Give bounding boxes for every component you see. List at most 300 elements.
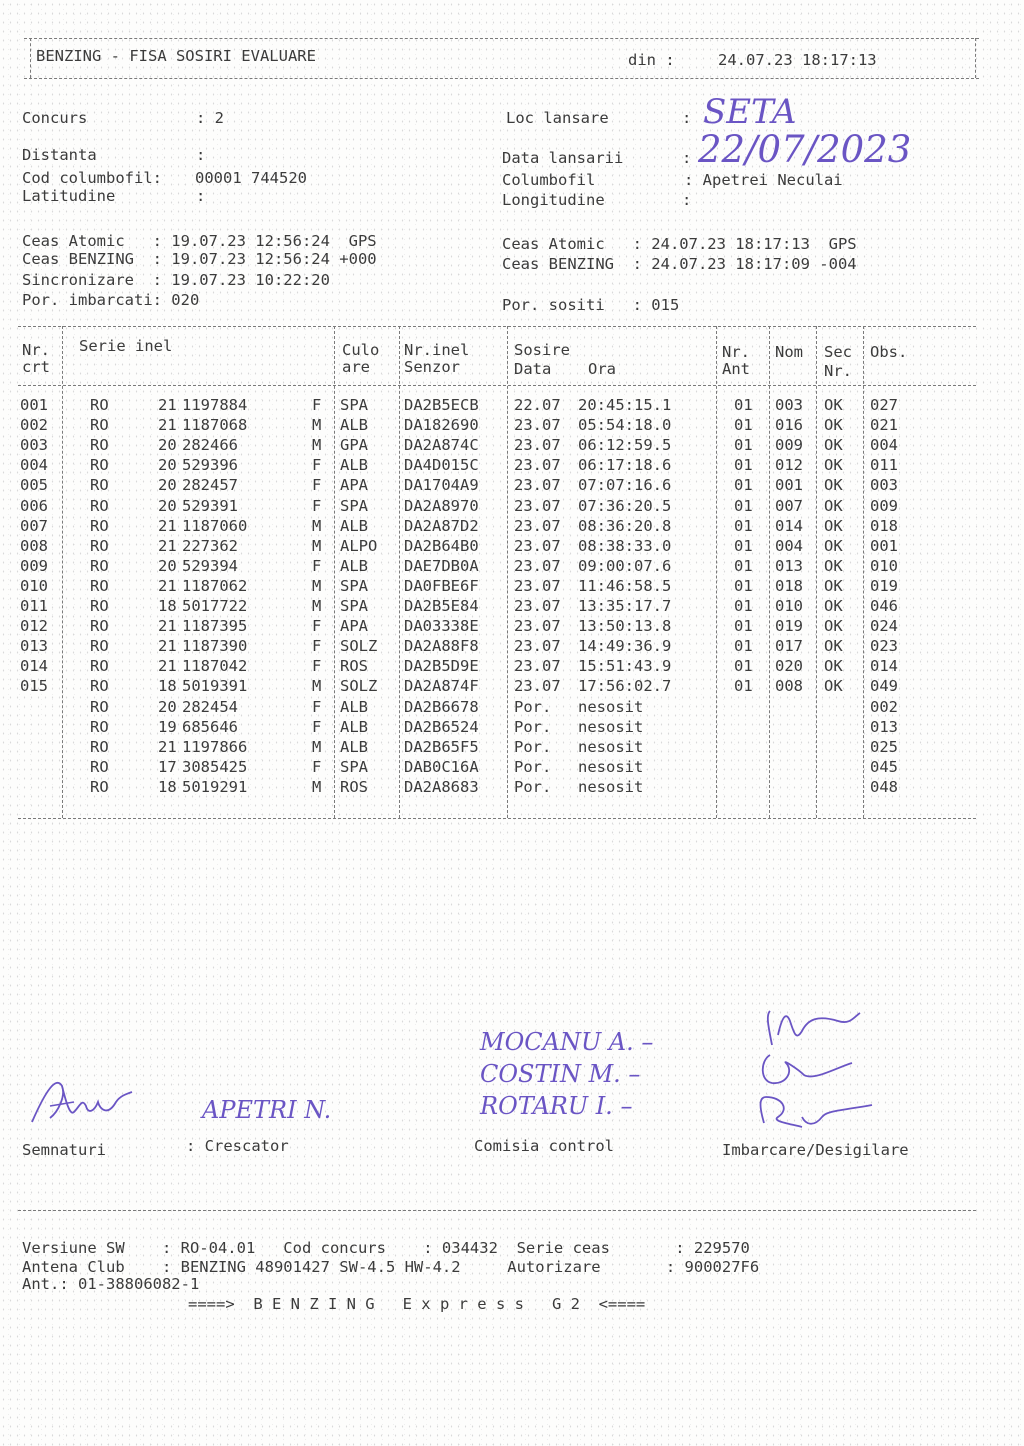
header-ora: Ora <box>588 360 616 378</box>
handwritten-signature-semnaturi <box>28 1072 138 1132</box>
row-ant: 01 <box>734 496 753 515</box>
row-nr: 004 <box>20 456 48 475</box>
row-senzor: DA2B5D9E <box>404 657 479 676</box>
row-tara: RO <box>90 677 109 696</box>
row-inel: 1187395 <box>182 617 248 636</box>
header-culoare-2: are <box>342 358 370 376</box>
row-tara: RO <box>90 597 109 615</box>
row-an: 20 <box>158 496 177 515</box>
table-row <box>0 496 1024 516</box>
row-an: 21 <box>158 396 177 414</box>
table-row <box>0 576 1024 596</box>
row-inel: 1187060 <box>182 516 248 535</box>
row-senzor: DA182690 <box>404 416 479 435</box>
table-row <box>0 475 1024 495</box>
row-sex: M <box>312 536 322 555</box>
row-tara: RO <box>90 657 109 676</box>
row-culoare: SPA <box>340 396 368 414</box>
header-nom: Nom <box>775 343 803 361</box>
row-ant: 01 <box>734 536 753 555</box>
row-an: 18 <box>158 777 177 796</box>
row-sec: OK <box>824 597 843 615</box>
footer-line-1: Versiune SW : RO-04.01 Cod concurs : 034432 Serie ceas : 229570 <box>22 1239 750 1257</box>
row-tara: RO <box>90 757 109 776</box>
row-sec: OK <box>824 637 843 656</box>
row-senzor: DA2A88F8 <box>404 637 479 656</box>
row-nr: 014 <box>20 657 48 676</box>
footer-line-3: Ant.: 01-38806082-1 <box>22 1275 200 1293</box>
row-ant: 01 <box>734 617 753 636</box>
table-row <box>0 636 1024 656</box>
data-lansarii-colon: : <box>682 149 692 167</box>
row-sex: M <box>312 416 322 435</box>
row-inel: 1187390 <box>182 637 248 656</box>
concurs-value: : 2 <box>196 109 224 127</box>
row-data: 23.07 <box>514 456 561 475</box>
header-crt: crt <box>22 358 50 376</box>
concurs-label: Concurs <box>22 109 88 127</box>
row-culoare: ALB <box>340 456 368 475</box>
row-inel: 282466 <box>182 436 238 455</box>
row-sex: M <box>312 677 322 696</box>
row-ora: 17:56:02.7 <box>578 677 672 696</box>
row-tara: RO <box>90 637 109 656</box>
row-nom: 016 <box>775 416 803 435</box>
row-an: 19 <box>158 717 177 736</box>
por-sositi: Por. sositi : 015 <box>502 296 680 314</box>
header-sosire: Sosire <box>514 341 570 359</box>
row-nom: 013 <box>775 556 803 575</box>
row-tara: RO <box>90 777 109 796</box>
row-culoare: ALPO <box>340 536 378 555</box>
row-an: 21 <box>158 657 177 676</box>
row-inel: 1197866 <box>182 737 248 756</box>
distanta-value: : <box>196 146 206 164</box>
row-inel: 5019291 <box>182 777 248 796</box>
row-inel: 1187042 <box>182 657 248 676</box>
row-inel: 282457 <box>182 476 238 495</box>
header-bottom-rule <box>24 78 979 79</box>
row-ant: 01 <box>734 516 753 535</box>
row-inel: 3085425 <box>182 757 248 776</box>
row-senzor: DA0FBE6F <box>404 576 479 595</box>
header-obs: Obs. <box>870 343 908 361</box>
row-sex: F <box>312 657 322 676</box>
row-tara: RO <box>90 617 109 636</box>
header-sec-2: Nr. <box>824 362 852 380</box>
row-nr: 015 <box>20 677 48 696</box>
row-ora: 13:35:17.7 <box>578 597 672 615</box>
row-sex: F <box>312 456 322 475</box>
columbofil-label: Columbofil <box>502 171 596 189</box>
table-row <box>0 676 1024 696</box>
sincronizare: Sincronizare : 19.07.23 10:22:20 <box>22 271 330 289</box>
row-senzor: DA2B65F5 <box>404 737 479 756</box>
row-nr: 011 <box>20 597 48 615</box>
row-tara: RO <box>90 737 109 756</box>
row-obs: 018 <box>870 516 898 535</box>
row-tara: RO <box>90 476 109 495</box>
row-sex: F <box>312 717 322 736</box>
row-culoare: ALB <box>340 737 368 756</box>
row-tara: RO <box>90 556 109 575</box>
footer-line-2: Antena Club : BENZING 48901427 SW-4.5 HW-4.2 Autorizare : 900027F6 <box>22 1258 760 1276</box>
comisia-label: Comisia control <box>474 1137 614 1155</box>
row-tara: RO <box>90 516 109 535</box>
row-ora: nesosit <box>578 757 644 776</box>
row-sex: M <box>312 777 322 796</box>
row-obs: 046 <box>870 597 898 615</box>
row-obs: 027 <box>870 396 898 414</box>
row-nr: 010 <box>20 576 48 595</box>
row-ant: 01 <box>734 576 753 595</box>
row-obs: 019 <box>870 576 898 595</box>
table-row <box>0 395 1024 415</box>
row-ora: nesosit <box>578 717 644 736</box>
row-obs: 001 <box>870 536 898 555</box>
row-obs: 023 <box>870 637 898 656</box>
row-culoare: ALB <box>340 416 368 435</box>
row-obs: 009 <box>870 496 898 515</box>
row-ant: 01 <box>734 597 753 615</box>
row-ora: 06:17:18.6 <box>578 456 672 475</box>
row-obs: 004 <box>870 436 898 455</box>
table-row <box>0 616 1024 636</box>
row-obs: 003 <box>870 476 898 495</box>
header-inel-2: Senzor <box>404 358 460 376</box>
row-nom: 020 <box>775 657 803 676</box>
row-senzor: DA4D015C <box>404 456 479 475</box>
row-data: 23.07 <box>514 536 561 555</box>
row-an: 21 <box>158 416 177 435</box>
footer-rule <box>18 1210 976 1211</box>
row-ant: 01 <box>734 436 753 455</box>
comisia-name-3: ROTARU I. – <box>480 1092 633 1120</box>
row-sec: OK <box>824 576 843 595</box>
row-ant: 01 <box>734 476 753 495</box>
row-ora: 08:36:20.8 <box>578 516 672 535</box>
row-culoare: ALB <box>340 516 368 535</box>
row-culoare: SPA <box>340 496 368 515</box>
row-senzor: DAE7DB0A <box>404 556 479 575</box>
row-inel: 282454 <box>182 697 238 716</box>
row-sex: M <box>312 597 322 615</box>
row-nr: 007 <box>20 516 48 535</box>
row-nom: 019 <box>775 617 803 636</box>
row-obs: 045 <box>870 757 898 776</box>
row-an: 21 <box>158 637 177 656</box>
row-ora: nesosit <box>578 737 644 756</box>
row-nom: 018 <box>775 576 803 595</box>
row-nr: 002 <box>20 416 48 435</box>
row-ant: 01 <box>734 396 753 414</box>
row-data: 23.07 <box>514 637 561 656</box>
header-left-rule <box>30 38 31 78</box>
table-row <box>0 737 1024 757</box>
row-sex: F <box>312 697 322 716</box>
row-ora: 06:12:59.5 <box>578 436 672 455</box>
row-data: 23.07 <box>514 436 561 455</box>
row-nom: 003 <box>775 396 803 414</box>
row-obs: 021 <box>870 416 898 435</box>
distanta-label: Distanta <box>22 146 97 164</box>
row-data: 23.07 <box>514 556 561 575</box>
row-data: 23.07 <box>514 617 561 636</box>
row-sec: OK <box>824 476 843 495</box>
row-ora: 20:45:15.1 <box>578 396 672 414</box>
header-nr: Nr. <box>22 341 50 359</box>
loc-colon: : <box>682 109 692 127</box>
row-ant: 01 <box>734 657 753 676</box>
table-row <box>0 656 1024 676</box>
row-inel: 529391 <box>182 496 238 515</box>
table-top-rule <box>18 326 976 327</box>
row-data: Por. <box>514 757 552 776</box>
longitudine-value: : <box>682 191 692 209</box>
row-sec: OK <box>824 677 843 696</box>
row-data: 23.07 <box>514 657 561 676</box>
row-sec: OK <box>824 396 843 414</box>
row-inel: 529396 <box>182 456 238 475</box>
row-an: 21 <box>158 617 177 636</box>
row-nr: 008 <box>20 536 48 555</box>
header-culoare-1: Culo <box>342 341 380 359</box>
row-nom: 012 <box>775 456 803 475</box>
row-sec: OK <box>824 617 843 636</box>
row-senzor: DA03338E <box>404 617 479 636</box>
table-row <box>0 556 1024 576</box>
row-ant: 01 <box>734 556 753 575</box>
row-sex: F <box>312 396 322 414</box>
row-sex: M <box>312 576 322 595</box>
row-senzor: DA2B5E84 <box>404 597 479 615</box>
row-ora: 09:00:07.6 <box>578 556 672 575</box>
row-sex: F <box>312 496 322 515</box>
row-culoare: SPA <box>340 757 368 776</box>
row-tara: RO <box>90 436 109 455</box>
row-data: Por. <box>514 697 552 716</box>
row-sec: OK <box>824 556 843 575</box>
row-ant: 01 <box>734 637 753 656</box>
loc-label: Loc lansare <box>506 109 609 127</box>
table-header-rule <box>18 385 976 386</box>
row-culoare: ALB <box>340 556 368 575</box>
header-inel-1: Nr.inel <box>404 341 470 359</box>
row-nom: 001 <box>775 476 803 495</box>
header-ant-1: Nr. <box>722 343 750 361</box>
header-serie-inel: Serie inel <box>79 337 173 355</box>
table-row <box>0 415 1024 435</box>
row-inel: 1187062 <box>182 576 248 595</box>
row-ora: 05:54:18.0 <box>578 416 672 435</box>
columbofil-value: : Apetrei Neculai <box>684 171 843 189</box>
row-sex: F <box>312 476 322 495</box>
row-obs: 002 <box>870 697 898 716</box>
row-obs: 011 <box>870 456 898 475</box>
din-label: din : <box>628 51 675 69</box>
crescator-handwritten-name: APETRI N. <box>202 1096 332 1124</box>
ceas-benzing-start: Ceas BENZING : 19.07.23 12:56:24 +000 <box>22 250 377 268</box>
row-ant: 01 <box>734 677 753 696</box>
row-sex: M <box>312 737 322 756</box>
row-culoare: GPA <box>340 436 368 455</box>
row-nr: 012 <box>20 617 48 636</box>
row-data: 23.07 <box>514 496 561 515</box>
row-nr: 001 <box>20 396 48 414</box>
row-sex: M <box>312 516 322 535</box>
header-top-rule <box>24 38 979 39</box>
cod-columbofil-value: 00001 744520 <box>195 169 307 187</box>
row-obs: 010 <box>870 556 898 575</box>
row-ora: 15:51:43.9 <box>578 657 672 676</box>
row-obs: 048 <box>870 777 898 796</box>
row-culoare: APA <box>340 617 368 636</box>
row-an: 21 <box>158 536 177 555</box>
row-culoare: ALB <box>340 717 368 736</box>
table-row <box>0 455 1024 475</box>
row-data: 22.07 <box>514 396 561 414</box>
row-inel: 1187068 <box>182 416 248 435</box>
header-ant-2: Ant <box>722 360 750 378</box>
row-an: 18 <box>158 677 177 696</box>
loc-value: SETA <box>703 92 797 132</box>
row-sec: OK <box>824 496 843 515</box>
row-nom: 007 <box>775 496 803 515</box>
row-obs: 024 <box>870 617 898 636</box>
row-ant: 01 <box>734 456 753 475</box>
row-senzor: DA2A8683 <box>404 777 479 796</box>
row-data: Por. <box>514 717 552 736</box>
table-row <box>0 777 1024 797</box>
row-ora: nesosit <box>578 697 644 716</box>
row-an: 21 <box>158 737 177 756</box>
ceas-atomic-end: Ceas Atomic : 24.07.23 18:17:13 GPS <box>502 235 857 253</box>
row-sex: M <box>312 436 322 455</box>
row-sec: OK <box>824 436 843 455</box>
row-inel: 227362 <box>182 536 238 555</box>
row-senzor: DA2A874C <box>404 436 479 455</box>
row-senzor: DA2B6678 <box>404 697 479 716</box>
longitudine-label: Longitudine <box>502 191 605 209</box>
row-obs: 014 <box>870 657 898 676</box>
row-tara: RO <box>90 396 109 414</box>
row-sex: F <box>312 556 322 575</box>
ceas-atomic-start: Ceas Atomic : 19.07.23 12:56:24 GPS <box>22 232 377 250</box>
comisia-name-2: COSTIN M. – <box>480 1060 641 1088</box>
row-inel: 685646 <box>182 717 238 736</box>
row-an: 20 <box>158 697 177 716</box>
row-senzor: DA2A874F <box>404 677 479 696</box>
row-data: Por. <box>514 777 552 796</box>
row-ora: 07:36:20.5 <box>578 496 672 515</box>
row-tara: RO <box>90 416 109 435</box>
row-inel: 1197884 <box>182 396 248 414</box>
row-tara: RO <box>90 456 109 475</box>
row-an: 20 <box>158 476 177 495</box>
row-an: 21 <box>158 516 177 535</box>
row-data: 23.07 <box>514 416 561 435</box>
row-ora: 08:38:33.0 <box>578 536 672 555</box>
row-ant: 01 <box>734 416 753 435</box>
row-sec: OK <box>824 657 843 676</box>
row-tara: RO <box>90 697 109 716</box>
row-ora: nesosit <box>578 777 644 796</box>
row-culoare: APA <box>340 476 368 495</box>
row-senzor: DA2B5ECB <box>404 396 479 414</box>
row-tara: RO <box>90 717 109 736</box>
row-senzor: DA2A87D2 <box>404 516 479 535</box>
ceas-benzing-end: Ceas BENZING : 24.07.23 18:17:09 -004 <box>502 255 857 273</box>
row-nom: 014 <box>775 516 803 535</box>
row-nom: 008 <box>775 677 803 696</box>
row-sec: OK <box>824 456 843 475</box>
row-ora: 13:50:13.8 <box>578 617 672 636</box>
table-row <box>0 516 1024 536</box>
row-obs: 049 <box>870 677 898 696</box>
row-nom: 009 <box>775 436 803 455</box>
row-nom: 010 <box>775 597 803 615</box>
row-sex: F <box>312 617 322 636</box>
row-senzor: DA1704A9 <box>404 476 479 495</box>
table-row <box>0 536 1024 556</box>
row-senzor: DAB0C16A <box>404 757 479 776</box>
row-sec: OK <box>824 416 843 435</box>
header-data: Data <box>514 360 552 378</box>
row-an: 20 <box>158 436 177 455</box>
table-row <box>0 596 1024 616</box>
row-sec: OK <box>824 516 843 535</box>
latitudine-value: : <box>196 187 206 205</box>
row-an: 17 <box>158 757 177 776</box>
row-nom: 004 <box>775 536 803 555</box>
row-tara: RO <box>90 536 109 555</box>
imbarcare-label: Imbarcare/Desigilare <box>722 1141 909 1159</box>
row-obs: 025 <box>870 737 898 756</box>
handwritten-signature-control <box>742 1005 892 1145</box>
row-nr: 013 <box>20 637 48 656</box>
row-sex: F <box>312 637 322 656</box>
row-culoare: ROS <box>340 777 368 796</box>
header-sec-1: Sec <box>824 343 852 361</box>
row-inel: 529394 <box>182 556 238 575</box>
semnaturi-label: Semnaturi <box>22 1141 106 1159</box>
row-culoare: ALB <box>340 697 368 716</box>
row-culoare: SPA <box>340 597 368 615</box>
por-imbarcati: Por. imbarcati: 020 <box>22 291 200 309</box>
row-inel: 5017722 <box>182 597 248 615</box>
table-row <box>0 697 1024 717</box>
latitudine-label: Latitudine <box>22 187 116 205</box>
row-ora: 11:46:58.5 <box>578 576 672 595</box>
row-an: 20 <box>158 456 177 475</box>
data-lansarii-label: Data lansarii <box>502 149 624 167</box>
row-nom: 017 <box>775 637 803 656</box>
row-senzor: DA2A8970 <box>404 496 479 515</box>
din-value: 24.07.23 18:17:13 <box>718 51 877 69</box>
row-nr: 003 <box>20 436 48 455</box>
row-data: Por. <box>514 737 552 756</box>
row-senzor: DA2B6524 <box>404 717 479 736</box>
row-data: 23.07 <box>514 476 561 495</box>
document-title: BENZING - FISA SOSIRI EVALUARE <box>36 47 316 65</box>
comisia-name-1: MOCANU A. – <box>480 1028 654 1056</box>
row-ora: 07:07:16.6 <box>578 476 672 495</box>
data-lansarii-value: 22/07/2023 <box>698 128 912 171</box>
row-culoare: SOLZ <box>340 677 378 696</box>
row-culoare: SPA <box>340 576 368 595</box>
row-data: 23.07 <box>514 516 561 535</box>
row-sex: F <box>312 757 322 776</box>
